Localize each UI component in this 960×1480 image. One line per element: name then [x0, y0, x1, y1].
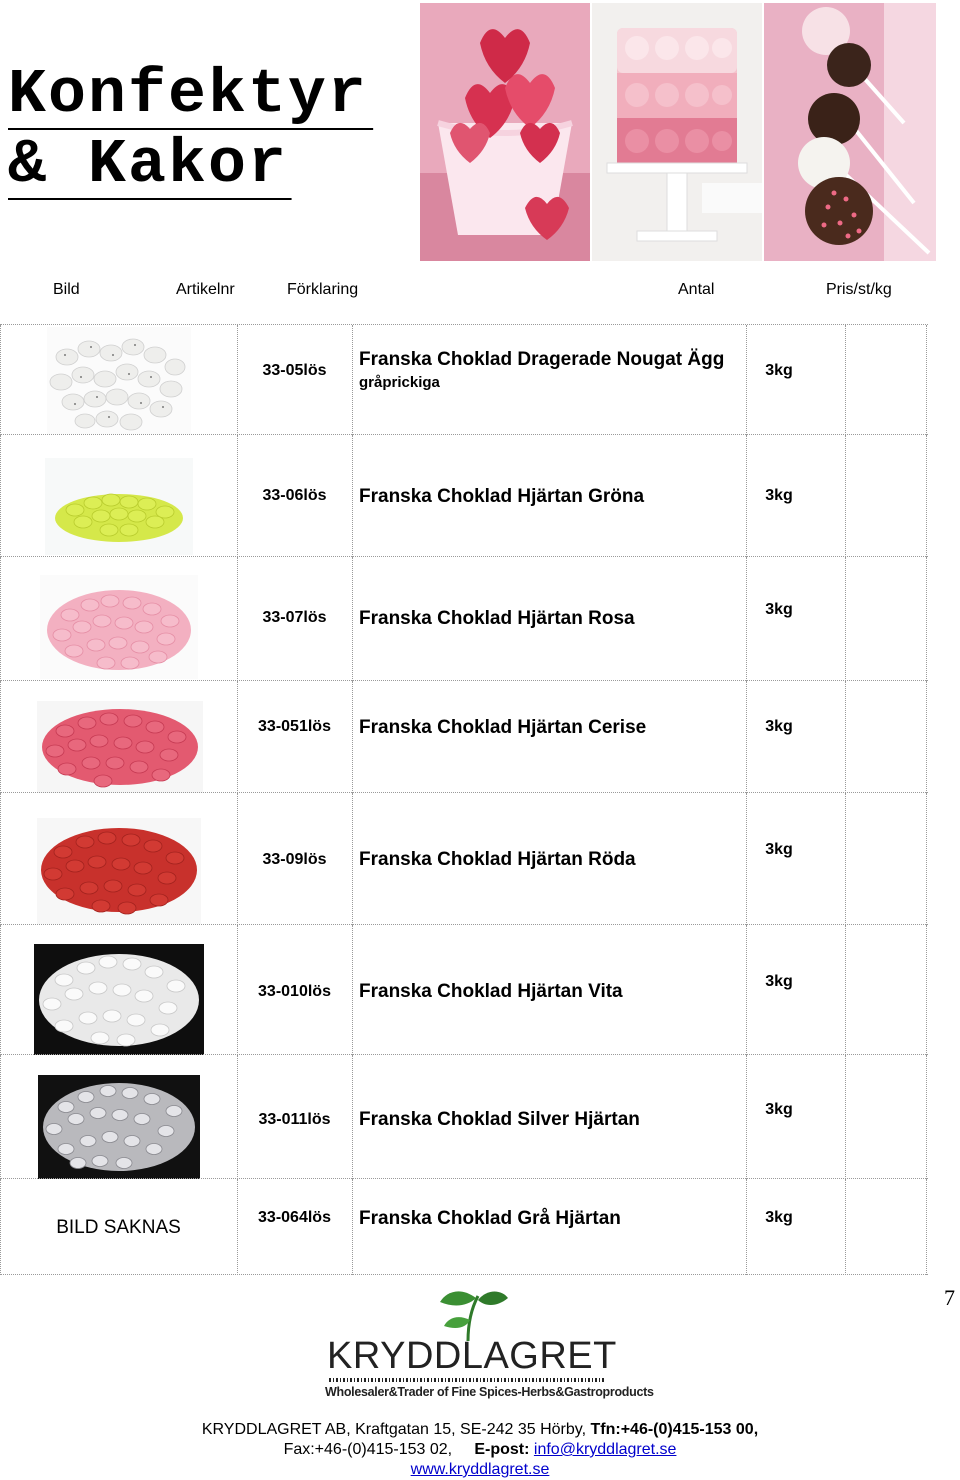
hero-image-jelly-hearts: [420, 3, 590, 261]
product-name: Franska Choklad Silver Hjärtan: [359, 1109, 640, 1130]
article-number: 33-06lös: [262, 487, 327, 504]
article-number: 33-010lös: [258, 983, 331, 1000]
product-name: Franska Choklad Grå Hjärtan: [359, 1208, 621, 1229]
product-image: [37, 701, 203, 793]
product-description: [359, 608, 744, 630]
product-description: [359, 486, 744, 508]
product-quantity: 3kg: [765, 1209, 793, 1226]
product-image: [45, 458, 193, 555]
product-description: [359, 349, 744, 394]
column-header-forklaring: Förklaring: [287, 281, 359, 298]
brand-line-1: Konfektyr: [8, 62, 373, 130]
column-header-antal: Antal: [678, 281, 715, 298]
barcode-stripe: [329, 1378, 605, 1382]
article-number: 33-064lös: [258, 1209, 331, 1226]
product-quantity: 3kg: [765, 1101, 793, 1118]
contact-fax-email: [0, 1440, 960, 1460]
table-row: [0, 1054, 928, 1179]
article-number: 33-07lös: [262, 609, 327, 626]
product-description: [359, 717, 744, 739]
table-row: [0, 924, 928, 1055]
image-missing-label: BILD SAKNAS: [56, 1217, 181, 1238]
column-header-bild: Bild: [53, 281, 80, 298]
table-row: [0, 324, 928, 435]
brand-title: [8, 59, 373, 200]
brand-line-2: & Kakor: [8, 132, 292, 200]
product-quantity: 3kg: [765, 973, 793, 990]
email-label: E-post:: [474, 1441, 530, 1458]
product-quantity: 3kg: [765, 718, 793, 735]
product-quantity: 3kg: [765, 362, 793, 379]
product-description: [359, 1109, 744, 1131]
product-description: [359, 981, 744, 1003]
product-image: [37, 818, 201, 924]
company-phone: Tfn:+46-(0)415-153 00,: [590, 1421, 759, 1438]
article-number: 33-09lös: [262, 851, 327, 868]
leaf-icon: [430, 1286, 510, 1341]
table-row: [0, 792, 928, 925]
column-header-artikelnr: Artikelnr: [176, 281, 235, 298]
product-subtitle: gråprickiga: [359, 374, 440, 391]
company-address: KRYDDLAGRET AB, Kraftgatan 15, SE-242 35 Hörby,: [201, 1421, 587, 1438]
contact-website: [0, 1460, 960, 1480]
product-name: Franska Choklad Hjärtan Gröna: [359, 486, 645, 507]
hero-image-rose-cake: [592, 3, 762, 261]
product-quantity: 3kg: [765, 841, 793, 858]
product-quantity: 3kg: [765, 601, 793, 618]
product-name: Franska Choklad Dragerade Nougat Ägg: [359, 349, 725, 370]
table-row: [0, 556, 928, 681]
company-fax: Fax:+46-(0)415-153 02,: [283, 1441, 453, 1458]
logo-tagline: Wholesaler&Trader of Fine Spices-Herbs&Gastroproducts: [325, 1385, 654, 1399]
page-number: 7: [944, 1285, 955, 1310]
product-name: Franska Choklad Hjärtan Röda: [359, 849, 636, 870]
product-image: [34, 944, 204, 1055]
article-number: 33-05lös: [262, 362, 327, 379]
table-row: [0, 434, 928, 557]
table-row: [0, 680, 928, 793]
email-link[interactable]: info@kryddlagret.se: [533, 1441, 677, 1458]
contact-address: [0, 1420, 960, 1440]
product-quantity: 3kg: [765, 487, 793, 504]
article-number: 33-011lös: [258, 1111, 331, 1128]
product-name: Franska Choklad Hjärtan Cerise: [359, 717, 647, 738]
product-image: [47, 327, 191, 434]
product-image: [38, 1075, 200, 1179]
hero-image-cake-pops: [764, 3, 936, 261]
website-link[interactable]: www.kryddlagret.se: [410, 1461, 550, 1478]
product-name: Franska Choklad Hjärtan Rosa: [359, 608, 635, 629]
article-number: 33-051lös: [258, 718, 331, 735]
product-description: [359, 1208, 744, 1230]
product-image: [40, 575, 198, 679]
table-row: [0, 1178, 928, 1275]
product-description: [359, 849, 744, 871]
column-header-pris: Pris/st/kg: [826, 281, 892, 298]
kryddlagret-logo: [325, 1286, 654, 1406]
logo-wordmark: KRYDDLAGRET: [327, 1335, 617, 1377]
product-name: Franska Choklad Hjärtan Vita: [359, 981, 623, 1002]
